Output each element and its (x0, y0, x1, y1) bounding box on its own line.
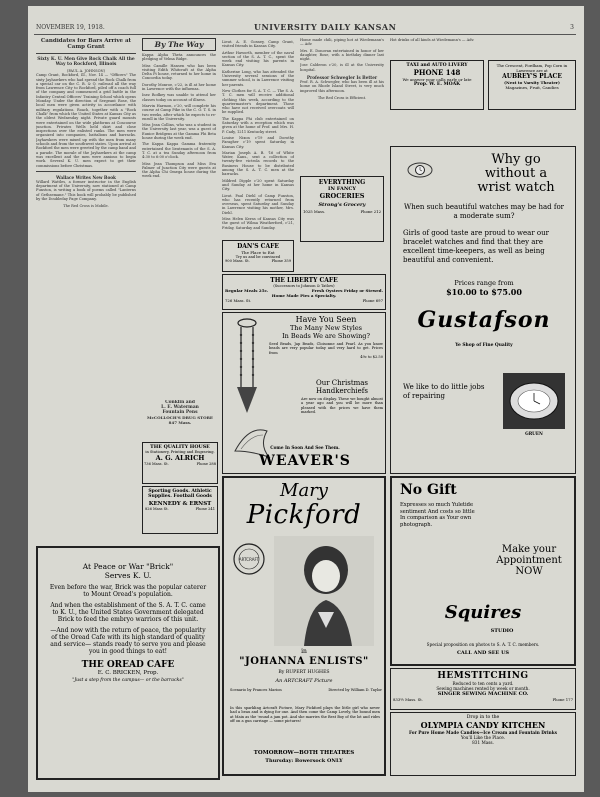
olympia-drop: Drop in to the (466, 715, 500, 720)
quality-owner: A. G. ALRICH (155, 454, 205, 462)
groceries-address: 1025 Mass. (303, 209, 326, 214)
weavers-head2: The Many New Styles (289, 324, 363, 332)
society-item: Katherine Long, who has attended the University several sessions of the summer school, is in Lawrence visiting her parents. (222, 69, 294, 87)
gustafson-ad (390, 146, 576, 474)
pickford-author: By RUPERT HUGHES (278, 670, 330, 675)
schwegler-headline: Professor Schwegler Is Better (306, 75, 378, 81)
col4-footer: The Red Cross is Efficient. (317, 95, 367, 100)
dans-name: DAN'S CAFE (237, 243, 279, 250)
squires-studio: STUDIO (490, 628, 514, 634)
gustafson-price2: $10.00 to $75.00 (446, 287, 522, 297)
pickford-scenario: Scenario by Frances Marion (230, 688, 282, 692)
hemstitching-rent: Sewing machines rented by week or month. (436, 686, 530, 691)
calderon-notice: Jose Calderon c'20, is ill at the University hospital. (300, 63, 384, 72)
wrist-watch-icon (405, 157, 435, 183)
quality-desc: in Stationery, Printing and Engraving. (145, 450, 215, 454)
sporting-goods-ad (142, 486, 218, 534)
dans-cafe-ad (222, 240, 294, 272)
weavers-price: 49c to $2.50 (360, 354, 383, 359)
artcraft-seal-icon (232, 542, 266, 576)
chili-notice: Home made chili, piping hot at Wiedemann's — Adv. (300, 38, 384, 47)
weavers-name: WEAVER'S (259, 453, 351, 469)
olympia-like: You'll Like the Place. (460, 735, 506, 740)
oread-head1: At Peace or War "Brick" (82, 562, 174, 571)
conklin-store: McCOLLOCH'S DRUG STORE (147, 415, 213, 420)
camp-grant-story: Camp Grant, Rockford, Ill., Nov. 14 — "Officers" The sixty Jayhawkers who had spread the Rock Chalk from a special car on the C. B. & Q. railroad all the way from Lawrence City to Rockford, piled off a coach full of the company and commenced a grid battle in the Infantry Central Officers' Training School which opens Monday. Under the direction of Sergeant Rose, the local men were given activity in accordance with military regulations. Roach, together with a "Rock Chalk" from which the United States at Kansas City as the oldest Wednesday night. Private guard mounts were entertained on the wide platforms at Concourse junction. Privates Wells held skirt and close inspections over the enlisted ranks. The men were organized into companies, battalions and barracks. Jayhawkers were mixed up with the men from many schools and from the southwest states. Upon arrival at Rockford the men were greeted by the camp band and a parade. The morale of the Jayhawkers at the camp was excellent and the men were anxious to begin work. Several K. U. men expect to get their commissions before Christmas. (36, 73, 136, 168)
col1-footer: The Red Cross is Mobile. (63, 204, 109, 209)
groceries-line1: EVERYTHING (318, 179, 366, 186)
sporting-name: KENNEDY & ERNST (148, 501, 212, 507)
taxi-line1: TAXI and AUTO LIVERY (406, 63, 468, 68)
pickford-when: TOMORROW—BOTH THEATRES (253, 750, 355, 756)
gustafson-repair: We like to do little jobs of repairing (403, 383, 485, 400)
oread-content (48, 562, 208, 683)
hemstitching-ad (390, 668, 576, 710)
liberty-meals: Regular Meals 25c. (225, 288, 269, 293)
taxi-prop: Prop. W. E. MOAK (413, 82, 461, 87)
weavers-ad (222, 312, 386, 474)
gustafson-tagline: Ye Shop of Fine Quality (455, 343, 513, 348)
pickford-director: Directed by William D. Taylor (328, 688, 382, 692)
pickford-picture: An ARTCRAFT Picture (275, 678, 333, 684)
gustafson-question: When such beautiful watches may be had for a moderate sum? (404, 203, 564, 220)
gustafson-body: Girls of good taste are proud to wear our bracelet watches and find that they are excellent time-keepers, as well as being beautiful and convenient. (403, 229, 549, 264)
liberty-address: 726 Mass. St. (225, 298, 252, 303)
header-date: NOVEMBER 19, 1918. (36, 24, 105, 31)
conklin-line1: Conklin and (165, 400, 195, 405)
weavers-xmas-body: Are now on display. These we bought almost a year ago and you will be more than pleased with the prices we have them marked. (301, 397, 383, 414)
hemstitching-company: SINGER SEWING MACHINE CO. (437, 691, 529, 697)
squires-appt3: NOW (515, 566, 543, 577)
groceries-phone: Phone 212 (360, 209, 381, 214)
column-5-top (390, 38, 574, 58)
sporting-line2: Supplies. Football Goods (148, 494, 212, 499)
page-header (34, 22, 576, 35)
hemstitching-title: HEMSTITCHING (437, 671, 529, 681)
squires-special: Special proposition on photos to S. A. T. C. members. (426, 642, 540, 647)
aubrey-line1: The Crescent, Fordham, Pop Corn in Lawrence are at (496, 63, 568, 73)
hot-drinks-notice: Hot drinks of all kinds at Wiedemann's — Adv. (390, 38, 475, 42)
quality-address: 736 Mass. St. (144, 462, 169, 466)
society-item: The Kappa Phi club entertained on Saturday with a reception which was given at the home of Prof. and Mrs. H. P. Cady, 1211 Kentucky street. (222, 116, 294, 134)
pickford-body: In this sparkling Artcraft Picture, Mary Pickford plays the little girl who never had a beau and is dying for one. And then come the Camp Lovely, the bound men at Main as the 'round a jam pot. And she marries the Best Boy of the lot and rides off on a gun carriage — some pictures! (230, 706, 380, 723)
squires-appt1: Make your (501, 544, 557, 555)
artcraft-seal-label: ARTCRAFT (238, 557, 260, 562)
hemstitching-contact (393, 697, 573, 702)
gustafson-headline (461, 153, 571, 195)
conklin-line2: L. E. Waterman (161, 405, 199, 410)
sporting-phone: Phone 241 (195, 507, 215, 511)
olympia-name: OLYMPIA CANDY KITCHEN (420, 720, 546, 730)
aubrey-line4: Magazines, Fruit, Candies (505, 85, 559, 90)
society-item: Lieut. A. E. Gosney, Camp Grant, visited friends in Kansas City. (222, 40, 294, 49)
taxi-ad (390, 60, 484, 110)
oread-head2: Serves K. U. (104, 571, 152, 580)
taxi-phone: PHONE 148 (413, 68, 461, 77)
aubrey-line3: (Next to Varsity Theater) (504, 80, 560, 85)
dans-try: Try us and be convinced (235, 255, 281, 259)
sporting-address: 826 Mass St. (145, 507, 169, 511)
taxi-line3: We answer your calls early or late (402, 77, 472, 82)
donovan-notice: Mrs. E. Donovan entertained in honor of her daughter, Rose, with a birthday dinner last night. (300, 48, 384, 62)
society-items (222, 40, 294, 230)
gustafson-price1: Prices range from (454, 279, 514, 287)
liberty-name: THE LIBERTY CAFE (270, 277, 338, 284)
quality-phone: Phone 288 (196, 462, 216, 466)
wallace-headline: Wallace Writes New Book (56, 174, 116, 180)
hemstitching-price: Reduced to ten cents a yard. (452, 681, 514, 686)
society-item: Arthur Haworth, member of the naval section of the S. A. T. C., spent the week end visiting his parents in Kansas City. (222, 50, 294, 68)
by-the-way-item: The Kappa Kappa Gamma fraternity entertained the lieutenants of the S. A. T. C. at a tea Sunday afternoon from 4:30 to 6:00 o'clock. (142, 142, 216, 160)
by-the-way-heading: By The Way (142, 38, 216, 51)
oread-p1: Even before the war, Brick was the popular caterer to Mount Oread's population. (49, 584, 207, 598)
aubrey-name: AUBREY'S PLACE (502, 73, 562, 80)
squires-appointment (484, 544, 574, 577)
liberty-phone: Phone 697 (362, 298, 383, 303)
pickford-title: "JOHANNA ENLISTS" (239, 656, 369, 667)
camp-grant-byline: (PAUL A. JOHNSON) (66, 69, 106, 73)
groceries-line3: GROCERIES (319, 192, 365, 200)
groceries-store: Strong's Grocery (318, 202, 366, 208)
weavers-head3: In Beads We are Showing? (282, 332, 370, 340)
squires-ad (390, 476, 576, 666)
schwegler-story: Prof. R. A. Schwegler, who has been ill at his home on Rhode Island Street, is very much improved this afternoon. (300, 80, 384, 93)
weavers-xmas2: Handkerchiefs (316, 387, 368, 395)
column-3 (222, 38, 294, 236)
by-the-way-item: Miss Camille Hansen who has been visiting Edith Whitcraft at the Alpha Delta Pi house, returned to her home in Concordia today. (142, 63, 216, 81)
olympia-desc: For Pure Home Made Candies—Ice Cream and Fountain Drinks (409, 730, 557, 735)
sporting-contact (145, 507, 215, 511)
hemstitching-address: 833½ Mass. St. (393, 697, 423, 702)
squires-logo: Squires (444, 602, 522, 623)
liberty-pies: Home Made Pies a Specialty. (271, 293, 337, 298)
oread-p3: —And now with the return of peace, the popularity of the Oread Cafe with its high standard of quality and service— stands ready to serve you and please you in good things to eat! (50, 627, 206, 655)
squires-appt2: Appointment (496, 555, 562, 566)
dans-phone: Phone 359 (271, 259, 291, 263)
conklin-address: 847 Mass. (168, 420, 192, 425)
weavers-xmas1: Our Christmas (315, 379, 369, 387)
bead-necklace-illustration (227, 317, 267, 417)
squires-head: No Gift (400, 482, 457, 498)
by-the-way-item: Marvin Harmon, c'20, will complete his course at Camp Pike in the C. O. T. S. in two weeks, after which he expects to re-enroll in the University. (142, 103, 216, 121)
pickford-in: in (301, 648, 307, 655)
oread-p2: And when the establishment of the S. A. T. C. came to K. U., the United States Government delegated Brick to feed the embryo warriors of this unit. (50, 602, 206, 623)
oread-owner: E. C. BRICKEN, Prop. (97, 670, 159, 676)
quality-contact (144, 462, 216, 466)
dans-tagline: The Place to Eat (241, 250, 275, 255)
liberty-contact (225, 298, 383, 303)
society-item: Marian Joseph A. B. '16 of White Water, Kans., sent a collection of twenty-five victrola records to the Business House to be distributed among the S. A. T. C. men at the barracks. (222, 150, 294, 177)
society-item: Mildred Dipple c'20 spent Saturday and Sunday at her home in Kansas City. (222, 178, 294, 192)
quality-house-ad (142, 442, 218, 484)
pickford-where: Thursday: Bowersock ONLY (265, 758, 343, 764)
mary-pickford-ad (222, 476, 386, 776)
gustafson-head2: without a (484, 166, 548, 181)
column-2 (142, 38, 216, 398)
conklin-line3: Fountain Pens (162, 410, 198, 415)
wallace-story: Willard Wattles, a former instructor in the English department of the University, now stationed at Camp Funston, is writing a book of poems called "Lanterns of Gethsemane." This book will probably be published by the Doubleday Page Company. (36, 179, 136, 202)
squires-body: Expresses so much Yuletide sentiment And costs so little In comparison as Your own photograph. (400, 502, 475, 528)
gustafson-head1: Why go (491, 152, 541, 167)
sporting-line1: Sporting Goods. Athletic (148, 489, 212, 494)
weavers-come: Come In Soon And See Them. (270, 445, 340, 450)
squires-call: CALL AND SEE US (456, 650, 510, 656)
liberty-successors: (Successors to Johnson & Tatlow) (273, 284, 335, 288)
liberty-oysters: Fresh Oysters Friday or Stewed. (311, 288, 383, 293)
groceries-contact (303, 209, 381, 214)
pickford-mary: Mary (280, 480, 328, 501)
gustafson-head3: wrist watch (477, 180, 555, 195)
weavers-beads-block (269, 315, 383, 359)
society-item: Lieut. Paul Diehl of Camp Funston, who has recently returned from overseas, spent Saturday and Sunday in Lawrence visiting his mother, Mrs. Diehl. (222, 193, 294, 215)
society-item: Louise Nixon c'19 and Dorothy Faragher c'19 spent Saturday in Kansas City. (222, 135, 294, 149)
column-4 (300, 38, 384, 188)
by-the-way-item: Kappa Alpha Theta announces the pledging of Velma Ridge. (142, 53, 216, 62)
by-the-way-item: Miss Jean Thompson and Miss Eva Palmer of Junction City were guests at the Alpha Chi Omega house during the week end. (142, 161, 216, 179)
oread-quote: "Just a step from the campus— or the barracks" (72, 678, 184, 683)
society-item: New Clothes for S. A. T. C. — The S. A. T. C. men will receive additional clothing this week, according to the quartermaster's department. Those who have not received overcoats will be supplied. (222, 88, 294, 115)
quality-name: THE QUALITY HOUSE (150, 444, 210, 450)
weavers-beads-body: Seed Beads, Jap Beads, Cloisonne and Pearl. As you know beads are very popular today and very hard to get. Prices from (269, 342, 383, 355)
by-the-way-items (142, 53, 216, 179)
masthead-title: UNIVERSITY DAILY KANSAN (254, 22, 397, 32)
gustafson-logo: Gustafson (417, 307, 551, 333)
aubrey-ad (488, 60, 576, 110)
by-the-way-item: Dorothy Monroe, c'22, is ill at her home in Lawrence with the influenza. (142, 82, 216, 92)
dans-address: 900 Mass. St. (225, 259, 250, 263)
gruen-watch-illustration (503, 373, 565, 429)
gruen-label: GRUEN (525, 431, 543, 436)
groceries-line2: IN FANCY (328, 186, 356, 192)
weavers-head1: Have You Seen (295, 315, 357, 324)
by-the-way-item: Miss Jean Collins, who was a student in the University last year, was a guest of Eunice Bridgens at the Gamma Phi Beta house during the week end. (142, 123, 216, 141)
dans-contact (225, 259, 291, 263)
pickford-portrait (274, 536, 374, 646)
oread-name: THE OREAD CAFE (81, 660, 175, 670)
column-1 (36, 38, 136, 536)
conklin-ad (142, 400, 218, 444)
olympia-address: 831 Mass. (472, 740, 494, 745)
groceries-ad (300, 176, 384, 242)
pickford-surname: Pickford (246, 500, 362, 530)
hemstitching-phone: Phone 177 (552, 697, 573, 702)
weavers-xmas-block (301, 379, 383, 414)
olympia-ad (390, 712, 576, 776)
oread-cafe-ad (36, 546, 220, 780)
society-item: Miss Helen Kerns of Kansas City was the guest of Wilma Weatherford, c'21, Friday, Saturday and Sunday. (222, 216, 294, 230)
by-the-way-item: Inez Rodkey was unable to attend her classes today on account of illness. (142, 93, 216, 102)
camp-grant-subhead: Sixty K. U. Men Give Rock Chalk All the Way to Rockford, Illinois (37, 57, 135, 67)
liberty-cafe-ad (222, 274, 386, 310)
page-number: 3 (570, 24, 574, 31)
camp-grant-headline: Candidates for Bars Arrive at Camp Grant (40, 38, 132, 50)
